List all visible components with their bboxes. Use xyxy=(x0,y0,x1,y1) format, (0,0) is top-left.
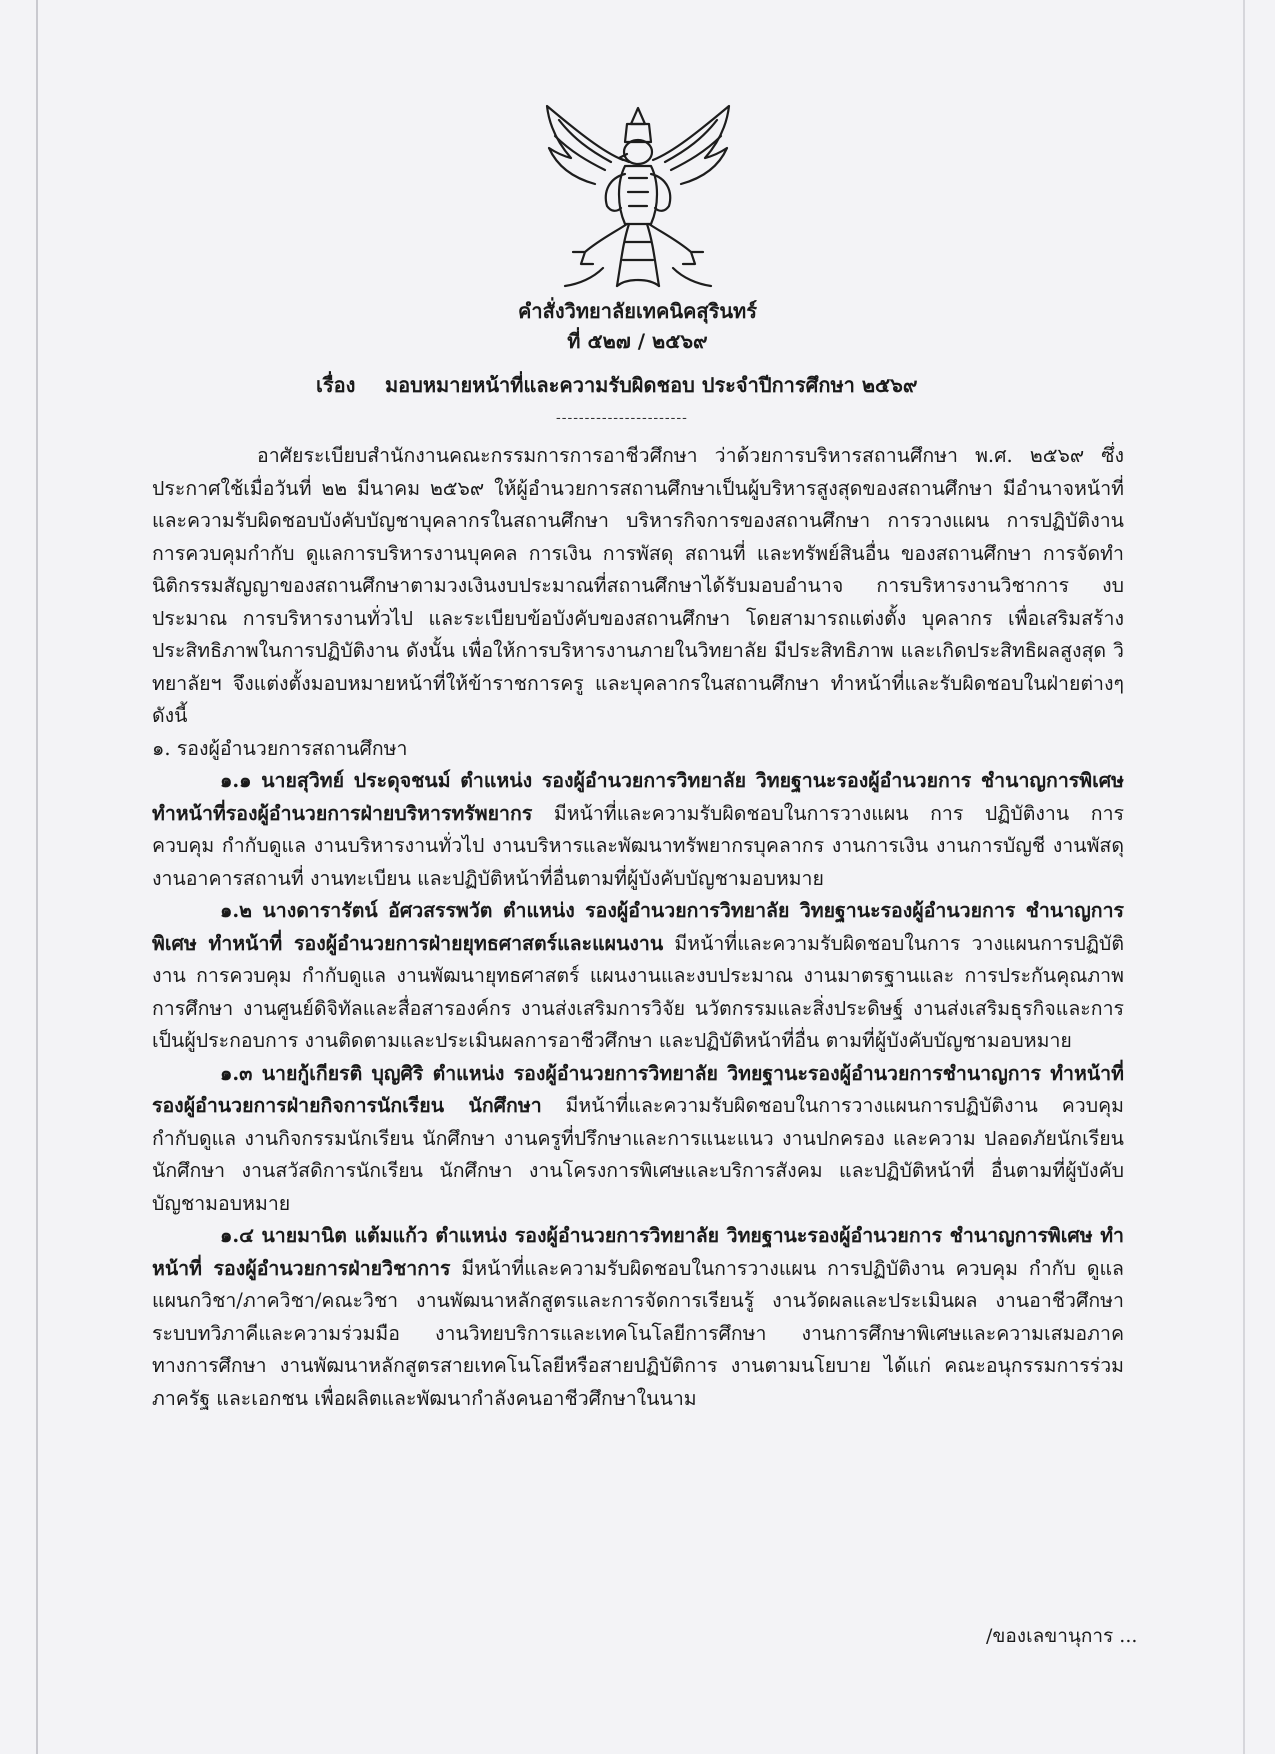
order-subject xyxy=(316,370,918,400)
item-4 xyxy=(152,1220,1124,1415)
subject-text: มอบหมายหน้าที่และความรับผิดชอบ ประจำปีการศึกษา ๒๕๖๙ xyxy=(384,373,918,397)
item-1-head: ๑.๑ นายสุวิทย์ ประดุจชนม์ ตำแหน่ง รองผู้อำนวยการวิทยาลัย วิทยฐานะรองผู้อำนวยการ ชำนาญการพิเศษ ทำหน้าที่รองผู้อำนวยการฝ่ายบริหารทรัพยากร xyxy=(152,769,1124,825)
item-2 xyxy=(152,895,1124,1058)
subject-label: เรื่อง xyxy=(316,373,356,397)
item-3 xyxy=(152,1058,1124,1221)
item-4-head: ๑.๔ นายมานิต แต้มแก้ว ตำแหน่ง รองผู้อำนวยการวิทยาลัย วิทยฐานะรองผู้อำนวยการ ชำนาญการพิเศษ ทำหน้าที่ รองผู้อำนวยการฝ่ายวิชาการ xyxy=(152,1224,1124,1280)
order-body xyxy=(152,440,1124,1415)
item-2-text: มีหน้าที่และความรับผิดชอบในการ วางแผนการปฏิบัติงาน การควบคุม กำกับดูแล งานพัฒนายุทธศาสตร์ แผนงานและงบประมาณ งานมาตรฐานและ การประกันคุณภาพการศึกษา งานศูนย์ดิจิทัลและสื่อสารองค์กร งานส่งเสริมการวิจัย นวัตกรรมและสิ่งประดิษฐ์ งานส่งเสริมธุรกิจและการเป็นผู้ประกอบการ งานติดตามและประเมินผลการอาชีวศึกษา และปฏิบัติหน้าที่อื่น ตามที่ผู้บังคับบัญชามอบหมาย xyxy=(152,931,1124,1052)
order-header xyxy=(0,296,1275,397)
garuda-emblem xyxy=(533,102,743,294)
intro-paragraph: อาศัยระเบียบสำนักงานคณะกรรมการการอาชีวศึกษา ว่าด้วยการบริหารสถานศึกษา พ.ศ. ๒๕๖๙ ซึ่งประกาศใช้เมื่อวันที่ ๒๒ มีนาคม ๒๕๖๙ ให้ผู้อำนวยการสถานศึกษาเป็นผู้บริหารสูงสุดของสถานศึกษา มีอำนาจหน้าที่และความรับผิดชอบบังคับบัญชาบุคลากรในสถานศึกษา บริหารกิจการของสถานศึกษา การวางแผน การปฏิบัติงาน การควบคุมกำกับ ดูแลการบริหารงานบุคคล การเงิน การพัสดุ สถานที่ และทรัพย์สินอื่น ของสถานศึกษา การจัดทำนิติกรรมสัญญาของสถานศึกษาตามวงเงินงบประมาณที่สถานศึกษาได้รับมอบอำนาจ การบริหารงานวิชาการ งบประมาณ การบริหารงานทั่วไป และระเบียบข้อบังคับของสถานศึกษา โดยสามารถแต่งตั้ง บุคลากร เพื่อเสริมสร้างประสิทธิภาพในการปฏิบัติงาน ดังนั้น เพื่อให้การบริหารงานภายในวิทยาลัย มีประสิทธิภาพ และเกิดประสิทธิผลสูงสุด วิทยาลัยฯ จึงแต่งตั้งมอบหมายหน้าที่ให้ข้าราชการครู และบุคลากรในสถานศึกษา ทำหน้าที่และรับผิดชอบในฝ่ายต่างๆ ดังนี้ xyxy=(152,444,1124,727)
item-3-head: ๑.๓ นายกู้เกียรติ บุญศิริ ตำแหน่ง รองผู้อำนวยการวิทยาลัย วิทยฐานะรองผู้อำนวยการชำนาญการ ทำหน้าที่ รองผู้อำนวยการฝ่ายกิจการนักเรียน นักศึกษา xyxy=(152,1061,1124,1117)
item-1 xyxy=(152,765,1124,895)
item-1-text: มีหน้าที่และความรับผิดชอบในการวางแผน การ ปฏิบัติงาน การควบคุม กำกับดูแล งานบริหารงานทั่วไป งานบริหารและพัฒนาทรัพยากรบุคลากร งานการเงิน งานการบัญชี งานพัสดุ งานอาคารสถานที่ งานทะเบียน และปฏิบัติหน้าที่อื่นตามที่ผู้บังคับบัญชามอบหมาย xyxy=(152,801,1124,890)
order-title: คำสั่งวิทยาลัยเทคนิคสุรินทร์ xyxy=(518,299,757,323)
section-heading: ๑. รองผู้อำนวยการสถานศึกษา xyxy=(152,736,408,760)
continuation-note: /ของเลขานุการ ... xyxy=(986,1625,1138,1647)
header-divider: ----------------------- xyxy=(556,410,688,426)
item-4-text: มีหน้าที่และความรับผิดชอบในการวางแผน การปฏิบัติงาน ควบคุม กำกับ ดูแล แผนกวิชา/ภาควิชา/คณะวิชา งานพัฒนาหลักสูตรและการจัดการเรียนรู้ งานวัดผลและประเมินผล งานอาชีวศึกษาระบบทวิภาคีและความร่วมมือ งานวิทยบริการและเทคโนโลยีการศึกษา งานการศึกษาพิเศษและความเสมอภาคทางการศึกษา งานพัฒนาหลักสูตรสายเทคโนโลยีหรือสายปฏิบัติการ งานตามนโยบาย ได้แก่ คณะอนุกรรมการร่วมภาครัฐ และเอกชน เพื่อผลิตและพัฒนากำลังคนอาชีวศึกษาในนาม xyxy=(152,1256,1124,1410)
order-number: ที่ ๕๒๗ / ๒๕๖๙ xyxy=(567,329,708,353)
item-2-head: ๑.๒ นางดารารัตน์ อัศวสรรพวัต ตำแหน่ง รองผู้อำนวยการวิทยาลัย วิทยฐานะรองผู้อำนวยการ ชำนาญการพิเศษ ทำหน้าที่ รองผู้อำนวยการฝ่ายยุทธศาสตร์และแผนงาน xyxy=(152,899,1124,955)
item-3-text: มีหน้าที่และความรับผิดชอบในการวางแผนการปฏิบัติงาน ควบคุม กำกับดูแล งานกิจกรรมนักเรียน นักศึกษา งานครูที่ปรึกษาและการแนะแนว งานปกครอง และความ ปลอดภัยนักเรียน นักศึกษา งานสวัสดิการนักเรียน นักศึกษา งานโครงการพิเศษและบริการสังคม และปฏิบัติหน้าที่ อื่นตามที่ผู้บังคับบัญชามอบหมาย xyxy=(152,1094,1124,1215)
